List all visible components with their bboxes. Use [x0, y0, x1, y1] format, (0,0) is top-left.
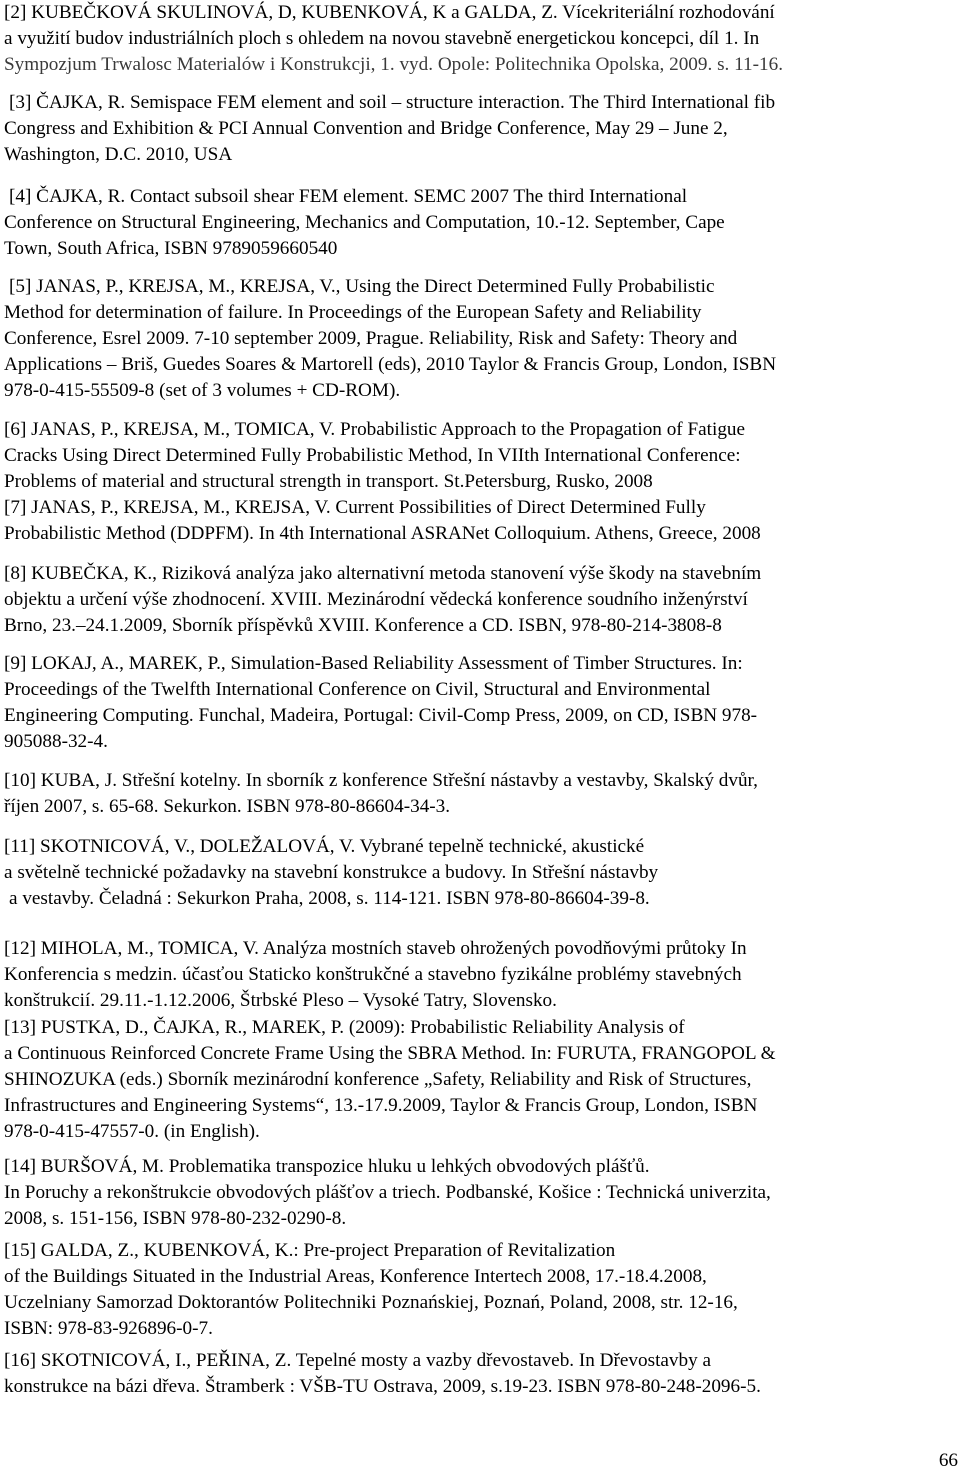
- reference-line: [10] KUBA, J. Střešní kotelny. In sborník z konference Střešní nástavby a vestavby, Skalský dvůr,: [4, 770, 758, 791]
- reference-14: [4, 1154, 906, 1232]
- reference-line: Cracks Using Direct Determined Fully Probabilistic Method, In VIIth International Conference:: [4, 445, 741, 466]
- reference-line: [4] ČAJKA, R. Contact subsoil shear FEM element. SEMC 2007 The third International: [9, 186, 688, 207]
- reference-line: SHINOZUKA (eds.) Sborník mezinárodní konference „Safety, Reliability and Risk of Structures,: [4, 1069, 752, 1090]
- reference-line: [7] JANAS, P., KREJSA, M., KREJSA, V. Current Possibilities of Direct Determined Fully: [4, 497, 706, 518]
- reference-8: [4, 561, 906, 639]
- reference-line: Infrastructures and Engineering Systems“, 13.-17.9.2009, Taylor & Francis Group, London, ISBN: [4, 1095, 758, 1116]
- reference-line: [16] SKOTNICOVÁ, I., PEŘINA, Z. Tepelné mosty a vazby dřevostaveb. In Dřevostavby a: [4, 1350, 712, 1371]
- reference-line: Uczelniany Samorzad Doktorantów Politechniki Poznańskiej, Poznań, Poland, 2008, str. 12-16,: [4, 1292, 738, 1313]
- reference-line: In Poruchy a rekonštrukcie obvodových plášťov a triech. Podbanské, Košice : Technická univerzita,: [4, 1182, 771, 1203]
- reference-line: objektu a určení výše zhodnocení. XVIII. Mezinárodní vědecká konference soudního inženýrství: [4, 589, 748, 610]
- reference-line: 978-0-415-55509-8 (set of 3 volumes + CD-ROM).: [4, 380, 401, 401]
- reference-line: [8] KUBEČKA, K., Riziková analýza jako alternativní metoda stanovení výše škody na stavebním: [4, 563, 762, 584]
- reference-line: Engineering Computing. Funchal, Madeira, Portugal: Civil-Comp Press, 2009, on CD, ISBN 978-: [4, 705, 758, 726]
- reference-line: Washington, D.C. 2010, USA: [4, 144, 233, 165]
- reference-line: Town, South Africa, ISBN 9789059660540: [4, 238, 338, 259]
- reference-line: konštrukcií. 29.11.-1.12.2006, Štrbské Pleso – Vysoké Tatry, Slovensko.: [4, 990, 557, 1011]
- reference-line: [3] ČAJKA, R. Semispace FEM element and soil – structure interaction. The Third International fib: [9, 92, 776, 113]
- reference-line: 2008, s. 151-156, ISBN 978-80-232-0290-8.: [4, 1208, 347, 1229]
- reference-line: a Continuous Reinforced Concrete Frame Using the SBRA Method. In: FURUTA, FRANGOPOL &: [4, 1043, 776, 1064]
- reference-10: [4, 768, 906, 820]
- reference-16: [4, 1348, 906, 1400]
- reference-9: [4, 651, 906, 755]
- reference-line: Conference on Structural Engineering, Mechanics and Computation, 10.-12. September, Cape: [4, 212, 725, 233]
- reference-line: Konferencia s medzin. účasťou Staticko konštrukčné a stavebno fyzikálne problémy stavebných: [4, 964, 742, 985]
- reference-line: a světelně technické požadavky na stavební konstrukce a budovy. In Střešní nástavby: [4, 862, 659, 883]
- reference-3: [4, 90, 906, 168]
- reference-line: [6] JANAS, P., KREJSA, M., TOMICA, V. Probabilistic Approach to the Propagation of Fatigue: [4, 419, 746, 440]
- reference-line: [14] BURŠOVÁ, M. Problematika transpozice hluku u lehkých obvodových plášťů.: [4, 1156, 650, 1177]
- reference-5: [4, 274, 906, 404]
- reference-line: Method for determination of failure. In Proceedings of the European Safety and Reliability: [4, 302, 702, 323]
- reference-line: [15] GALDA, Z., KUBENKOVÁ, K.: Pre-project Preparation of Revitalization: [4, 1240, 616, 1261]
- reference-11: [4, 834, 906, 912]
- reference-line: Probabilistic Method (DDPFM). In 4th International ASRANet Colloquium. Athens, Greece, 2008: [4, 523, 761, 544]
- reference-line: Congress and Exhibition & PCI Annual Convention and Bridge Conference, May 29 – June 2,: [4, 118, 728, 139]
- reference-line: a využití budov industriálních ploch s ohledem na novou stavebně energetickou koncepci, díl 1. In: [4, 28, 760, 49]
- reference-line: říjen 2007, s. 65-68. Sekurkon. ISBN 978-80-86604-34-3.: [4, 796, 451, 817]
- reference-line: of the Buildings Situated in the Industrial Areas, Konference Intertech 2008, 17.-18.4.2008,: [4, 1266, 707, 1287]
- reference-6: [4, 417, 906, 495]
- page-number: 66: [938, 1450, 958, 1471]
- reference-line: Problems of material and structural strength in transport. St.Petersburg, Rusko, 2008: [4, 471, 653, 492]
- reference-line: Sympozjum Trwalosc Materialów i Konstrukcji, 1. vyd. Opole: Politechnika Opolska, 2009. s. 11-16.: [4, 54, 783, 75]
- reference-line: a vestavby. Čeladná : Sekurkon Praha, 2008, s. 114-121. ISBN 978-80-86604-39-8.: [9, 888, 650, 909]
- reference-line: [5] JANAS, P., KREJSA, M., KREJSA, V., Using the Direct Determined Fully Probabilistic: [9, 276, 715, 297]
- reference-4: [4, 184, 906, 262]
- reference-line: [11] SKOTNICOVÁ, V., DOLEŽALOVÁ, V. Vybrané tepelně technické, akustické: [4, 836, 645, 857]
- reference-line: [9] LOKAJ, A., MAREK, P., Simulation-Based Reliability Assessment of Timber Structures. In:: [4, 653, 743, 674]
- reference-13: [4, 1015, 906, 1145]
- reference-line: 978-0-415-47557-0. (in English).: [4, 1121, 260, 1142]
- reference-line: ISBN: 978-83-926896-0-7.: [4, 1318, 213, 1339]
- reference-line: 905088-32-4.: [4, 731, 108, 752]
- reference-15: [4, 1238, 906, 1342]
- reference-2: [4, 0, 906, 78]
- reference-12: [4, 936, 906, 1014]
- reference-7: [4, 495, 906, 547]
- reference-line: Applications – Briš, Guedes Soares & Martorell (eds), 2010 Taylor & Francis Group, London, ISBN: [4, 354, 777, 375]
- reference-line: [12] MIHOLA, M., TOMICA, V. Analýza mostních staveb ohrožených povodňovými průtoky In: [4, 938, 747, 959]
- reference-line: Brno, 23.–24.1.2009, Sborník příspěvků XVIII. Konference a CD. ISBN, 978-80-214-3808-8: [4, 615, 722, 636]
- reference-line: Proceedings of the Twelfth International Conference on Civil, Structural and Environmental: [4, 679, 711, 700]
- reference-line: [2] KUBEČKOVÁ SKULINOVÁ, D, KUBENKOVÁ, K a GALDA, Z. Vícekriteriální rozhodování: [4, 2, 775, 23]
- reference-line: [13] PUSTKA, D., ČAJKA, R., MAREK, P. (2009): Probabilistic Reliability Analysis of: [4, 1017, 685, 1038]
- reference-line: Conference, Esrel 2009. 7-10 september 2009, Prague. Reliability, Risk and Safety: Theory and: [4, 328, 738, 349]
- reference-line: konstrukce na bázi dřeva. Štramberk : VŠB-TU Ostrava, 2009, s.19-23. ISBN 978-80-248-2096-5.: [4, 1376, 761, 1397]
